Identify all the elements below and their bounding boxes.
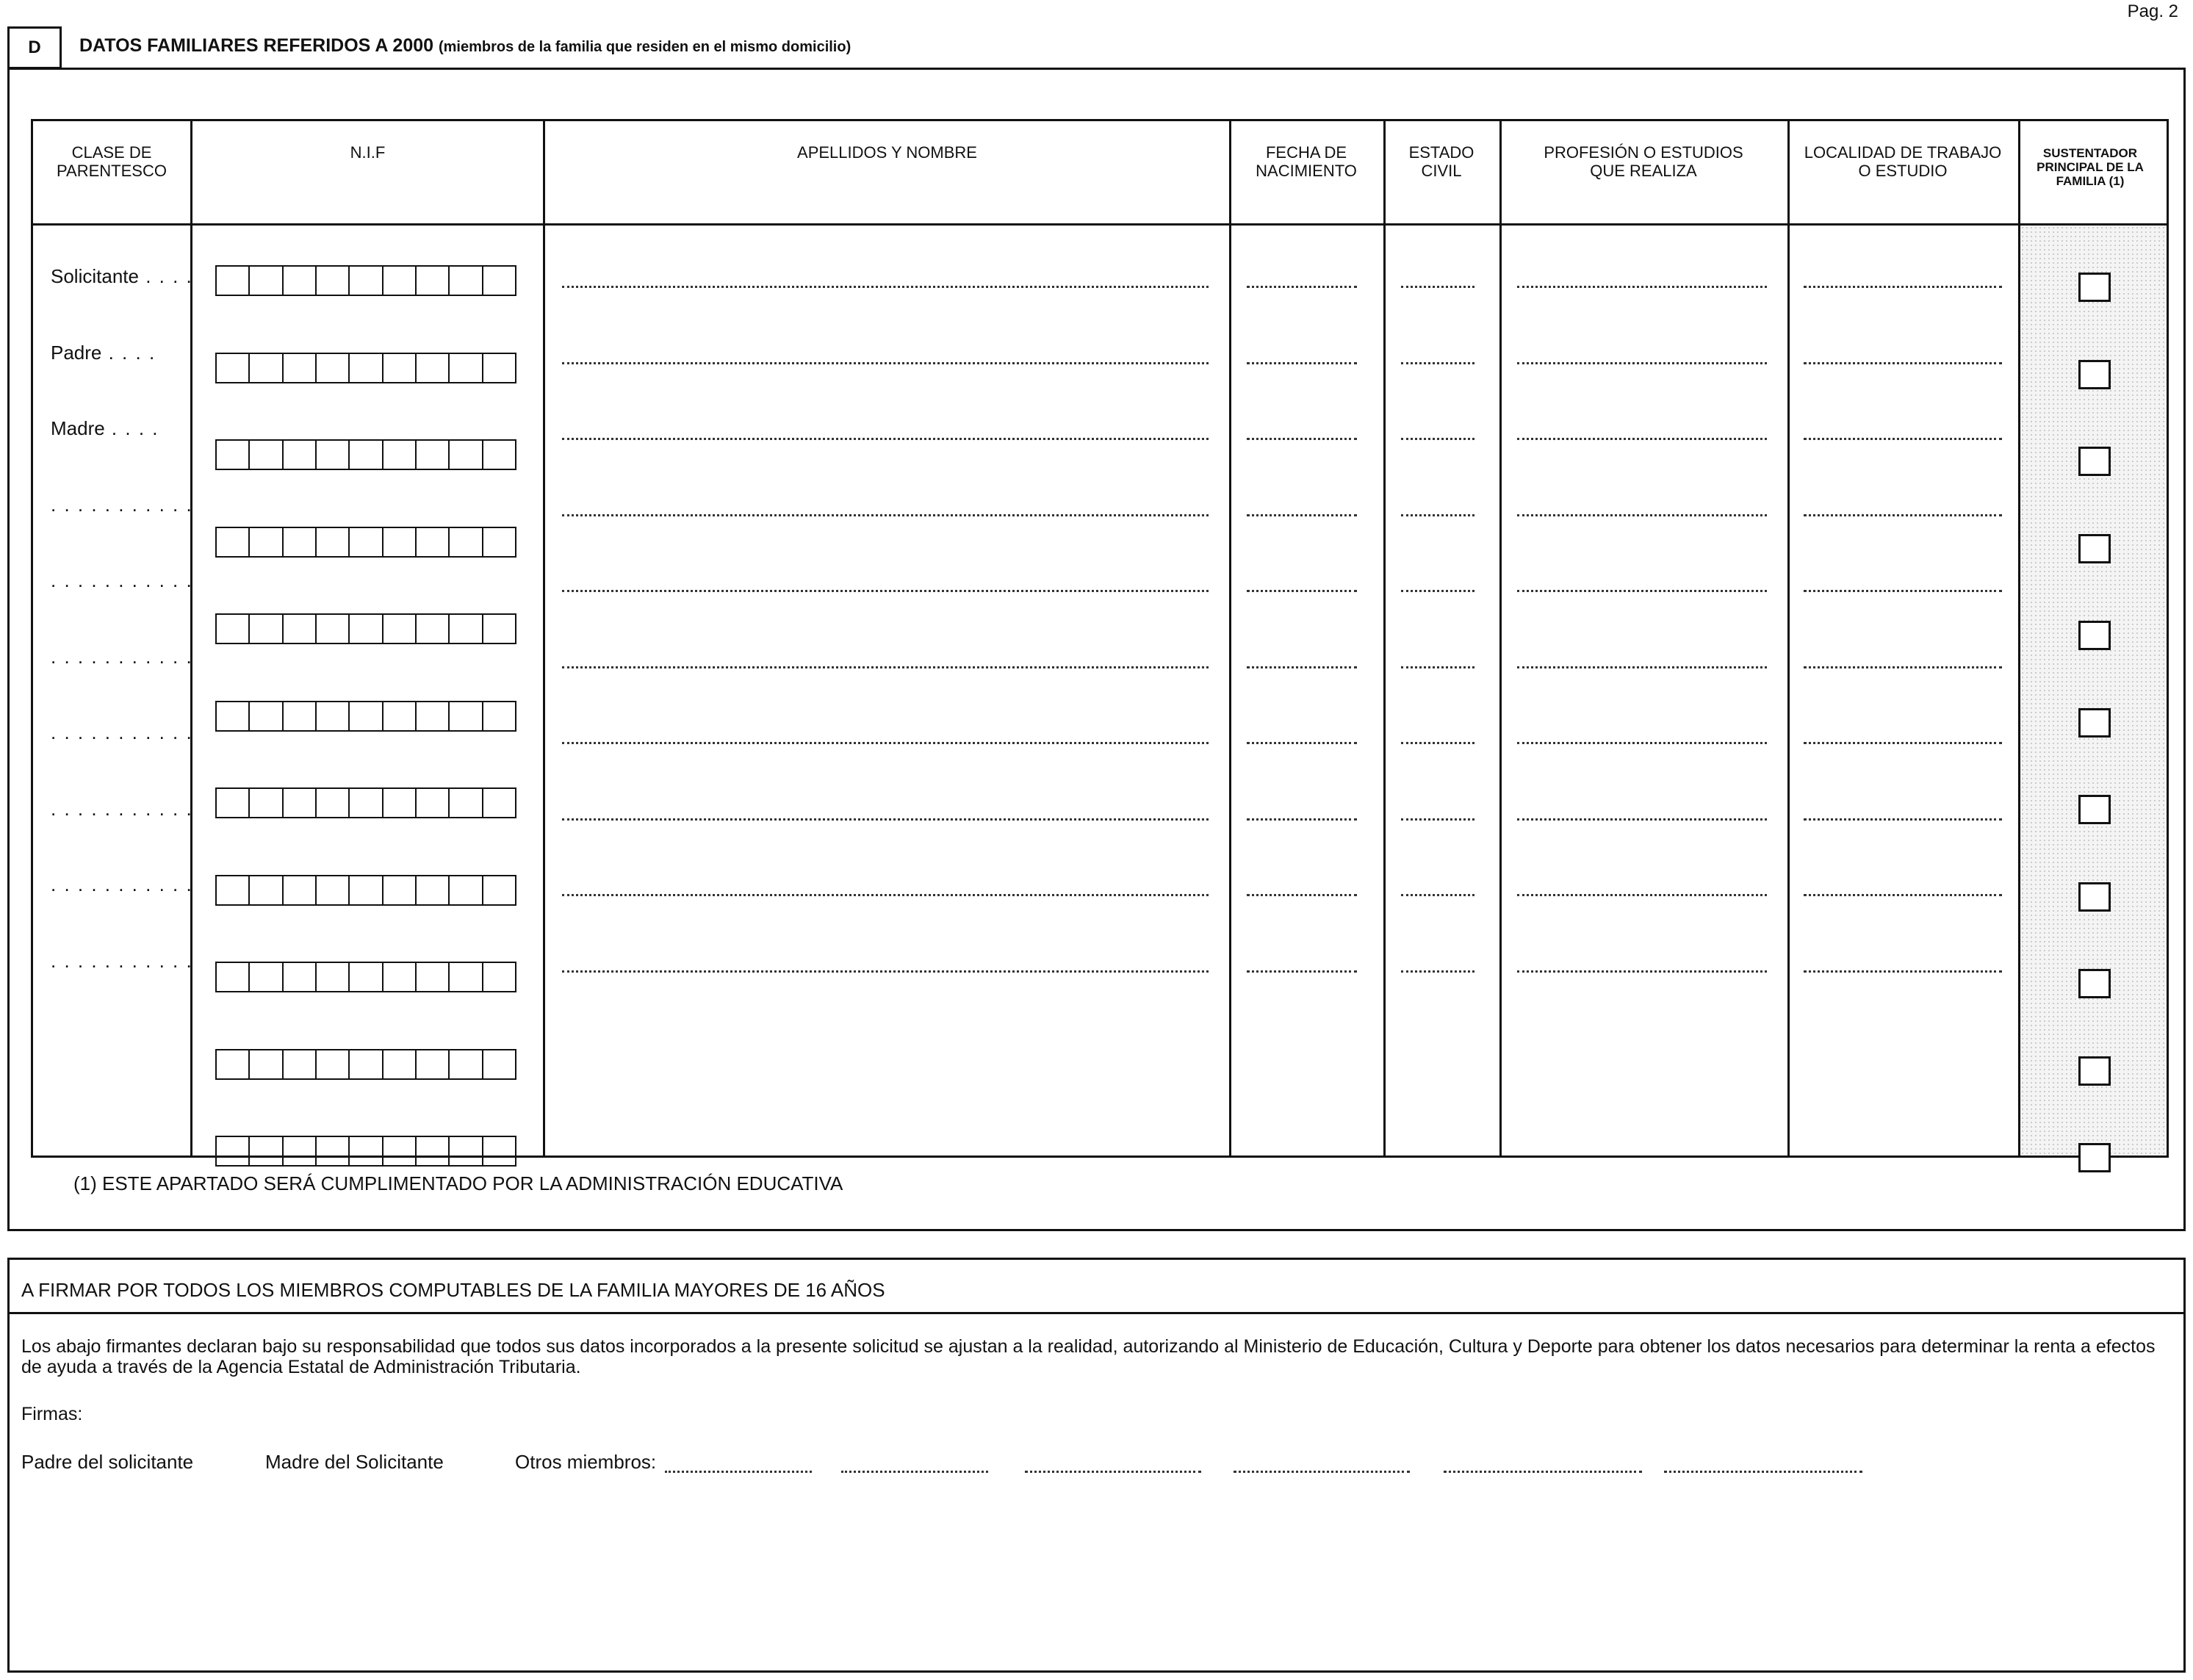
profesion-line[interactable] [1517,742,1767,744]
apellidos-nombre-line[interactable] [562,438,1209,440]
padre-signature-label: Padre del solicitante [21,1451,194,1473]
nif-digit-cell [383,615,417,643]
nif-input[interactable] [215,1049,516,1080]
localidad-line[interactable] [1804,666,2002,668]
profesion-line[interactable] [1517,286,1767,288]
nif-digit-cell [483,1137,515,1165]
nif-input[interactable] [215,613,516,644]
nif-digit-cell [250,615,283,643]
relation-label [51,798,193,821]
nif-digit-cell [450,789,483,817]
nif-digit-cell [217,702,250,730]
signature-line[interactable] [1664,1471,1862,1473]
localidad-line[interactable] [1804,362,2002,364]
relation-dots: . . . . . . . . . . . [51,569,193,591]
profesion-line[interactable] [1517,666,1767,668]
family-data-table [31,119,2169,1158]
nif-digit-cell [383,441,417,469]
fecha-nacimiento-line[interactable] [1247,666,1357,668]
nif-digit-cell [450,876,483,904]
nif-digit-cell [350,963,383,991]
relation-dots: . . . . [104,417,159,439]
estado-civil-line[interactable] [1401,286,1474,288]
section-title-main: DATOS FAMILIARES REFERIDOS A 2000 [79,35,434,56]
nif-digit-cell [417,354,450,382]
nif-digit-cell [217,1050,250,1078]
nif-digit-cell [450,1050,483,1078]
nif-digit-cell [217,615,250,643]
fecha-nacimiento-line[interactable] [1247,362,1357,364]
nif-digit-cell [350,267,383,295]
nif-digit-cell [350,1050,383,1078]
nif-digit-cell [217,876,250,904]
localidad-line[interactable] [1804,742,2002,744]
signature-section [7,1258,2186,1673]
relation-label [51,646,193,668]
estado-civil-line[interactable] [1401,894,1474,896]
relation-dots: . . . . . . . . . . . [51,797,193,820]
declaration-text: Los abajo firmantes declaran bajo su responsabilidad que todos sus datos incorporados a la presente solicitud se ajustan a la realidad, autorizando al Ministerio de Educación, Cultura y Deporte para obtener los datos necesarios para determinar la renta a efectos de ayuda a través de la Agencia Estatal de Administración Tributaria. [21,1336,2156,1377]
nif-input[interactable] [215,1136,516,1167]
profesion-line[interactable] [1517,362,1767,364]
nif-digit-cell [483,963,515,991]
relation-label [51,265,193,288]
estado-civil-line[interactable] [1401,818,1474,821]
column-divider [1229,121,1231,1156]
nif-digit-cell [450,702,483,730]
nif-digit-cell [417,441,450,469]
nif-digit-cell [483,267,515,295]
header-localidad: LOCALIDAD DE TRABAJO O ESTUDIO [1804,143,2002,180]
apellidos-nombre-line[interactable] [562,970,1209,973]
profesion-line[interactable] [1517,970,1767,973]
profesion-line[interactable] [1517,894,1767,896]
nif-digit-cell [383,702,417,730]
nif-digit-cell [284,963,317,991]
estado-civil-line[interactable] [1401,362,1474,364]
header-nif: N.I.F [350,143,386,162]
nif-input[interactable] [215,527,516,558]
relation-label [51,873,193,896]
relation-text: Madre [51,417,105,439]
nif-digit-cell [450,528,483,556]
apellidos-nombre-line[interactable] [562,286,1209,288]
relation-label [51,569,193,592]
apellidos-nombre-line[interactable] [562,590,1209,592]
estado-civil-line[interactable] [1401,514,1474,516]
relation-dots: . . . . . . . . . . . [51,493,193,516]
nif-digit-cell [350,528,383,556]
nif-digit-cell [450,1137,483,1165]
relation-label [51,494,193,516]
nif-digit-cell [217,354,250,382]
nif-digit-cell [483,876,515,904]
nif-digit-cell [383,876,417,904]
apellidos-nombre-line[interactable] [562,894,1209,896]
relation-label [51,950,193,973]
nif-digit-cell [350,441,383,469]
nif-input[interactable] [215,701,516,732]
nif-input[interactable] [215,353,516,383]
nif-digit-cell [284,528,317,556]
fecha-nacimiento-line[interactable] [1247,818,1357,821]
nif-digit-cell [383,354,417,382]
nif-input[interactable] [215,787,516,818]
localidad-line[interactable] [1804,818,2002,821]
nif-digit-cell [317,789,350,817]
estado-civil-line[interactable] [1401,742,1474,744]
nif-digit-cell [483,528,515,556]
nif-digit-cell [450,963,483,991]
apellidos-nombre-line[interactable] [562,818,1209,821]
nif-digit-cell [284,876,317,904]
header-clase-parentesco: CLASE DE PARENTESCO [57,143,167,180]
section-title-subtitle: (miembros de la familia que residen en el mismo domicilio) [438,39,851,55]
nif-digit-cell [250,1137,283,1165]
page-number: Pag. 2 [2127,1,2178,21]
header-estado-civil: ESTADO CIVIL [1408,143,1474,180]
relation-dots: . . . . . . . . . . . [51,645,193,668]
nif-digit-cell [317,1050,350,1078]
nif-digit-cell [350,615,383,643]
relation-dots: . . . . [101,341,156,364]
nif-digit-cell [317,702,350,730]
nif-digit-cell [317,876,350,904]
nif-input[interactable] [215,439,516,470]
profesion-line[interactable] [1517,514,1767,516]
sustentador-checkbox[interactable] [2078,360,2111,389]
nif-digit-cell [350,1137,383,1165]
profesion-line[interactable] [1517,590,1767,592]
nif-digit-cell [383,1050,417,1078]
fecha-nacimiento-line[interactable] [1247,590,1357,592]
nif-digit-cell [450,267,483,295]
nif-digit-cell [250,789,283,817]
relation-text: Solicitante [51,265,139,287]
nif-digit-cell [250,702,283,730]
nif-digit-cell [383,1137,417,1165]
nif-digit-cell [417,267,450,295]
fecha-nacimiento-line[interactable] [1247,742,1357,744]
footnote: (1) ESTE APARTADO SERÁ CUMPLIMENTADO POR LA ADMINISTRACIÓN EDUCATIVA [73,1172,843,1194]
relation-dots: . . . . [138,265,193,287]
column-divider [2018,121,2020,1156]
relation-dots: . . . . . . . . . . . [51,873,193,895]
apellidos-nombre-line[interactable] [562,666,1209,668]
column-divider [1787,121,1790,1156]
relation-label [51,342,156,364]
nif-digit-cell [450,441,483,469]
column-divider [543,121,545,1156]
estado-civil-line[interactable] [1401,666,1474,668]
header-fecha-nacimiento: FECHA DE NACIMIENTO [1256,143,1357,180]
sustentador-checkbox[interactable] [2078,534,2111,563]
apellidos-nombre-line[interactable] [562,362,1209,364]
section-title [79,35,851,57]
header-profesion-estudios: PROFESIÓN O ESTUDIOS QUE REALIZA [1544,143,1743,180]
nif-digit-cell [350,789,383,817]
nif-digit-cell [217,528,250,556]
nif-digit-cell [250,354,283,382]
nif-digit-cell [284,615,317,643]
signature-line[interactable] [1025,1471,1201,1473]
estado-civil-line[interactable] [1401,970,1474,973]
nif-digit-cell [417,1050,450,1078]
relation-label [51,721,193,744]
nif-digit-cell [483,702,515,730]
section-letter: D [7,26,62,69]
nif-digit-cell [250,963,283,991]
signature-line[interactable] [841,1471,988,1473]
nif-digit-cell [350,354,383,382]
relation-dots: . . . . . . . . . . . [51,721,193,743]
nif-digit-cell [284,267,317,295]
nif-digit-cell [317,963,350,991]
apellidos-nombre-line[interactable] [562,742,1209,744]
profesion-line[interactable] [1517,818,1767,821]
signature-line[interactable] [1234,1471,1410,1473]
fecha-nacimiento-line[interactable] [1247,286,1357,288]
firmas-label: Firmas: [21,1404,83,1424]
nif-digit-cell [317,615,350,643]
nif-digit-cell [250,267,283,295]
signature-line[interactable] [1444,1471,1642,1473]
header-divider [33,223,2167,226]
apellidos-nombre-line[interactable] [562,514,1209,516]
nif-digit-cell [317,354,350,382]
nif-digit-cell [284,789,317,817]
estado-civil-line[interactable] [1401,590,1474,592]
nif-digit-cell [250,876,283,904]
localidad-line[interactable] [1804,514,2002,516]
sustentador-checkbox[interactable] [2078,273,2111,302]
nif-digit-cell [284,1137,317,1165]
nif-digit-cell [350,876,383,904]
nif-digit-cell [383,963,417,991]
localidad-line[interactable] [1804,438,2002,440]
localidad-line[interactable] [1804,590,2002,592]
nif-digit-cell [417,528,450,556]
localidad-line[interactable] [1804,286,2002,288]
column-divider [1383,121,1386,1156]
nif-digit-cell [284,702,317,730]
sustentador-checkbox[interactable] [2078,447,2111,476]
sustentador-checkbox[interactable] [2078,708,2111,738]
relation-dots: . . . . . . . . . . . [51,949,193,972]
nif-digit-cell [284,1050,317,1078]
nif-digit-cell [417,702,450,730]
nif-input[interactable] [215,875,516,906]
relation-text: Padre [51,341,102,364]
otros-miembros-label: Otros miembros: [515,1451,657,1473]
nif-digit-cell [217,963,250,991]
fecha-nacimiento-line[interactable] [1247,970,1357,973]
column-divider [1499,121,1502,1156]
nif-digit-cell [284,441,317,469]
localidad-line[interactable] [1804,970,2002,973]
nif-input[interactable] [215,265,516,296]
nif-digit-cell [483,789,515,817]
nif-digit-cell [350,702,383,730]
nif-digit-cell [217,441,250,469]
nif-digit-cell [317,267,350,295]
sustentador-checkbox[interactable] [2078,882,2111,912]
nif-digit-cell [483,1050,515,1078]
nif-digit-cell [417,615,450,643]
sustentador-checkbox[interactable] [2078,795,2111,824]
nif-digit-cell [217,1137,250,1165]
signature-header: A FIRMAR POR TODOS LOS MIEMBROS COMPUTABLES DE LA FAMILIA MAYORES DE 16 AÑOS [10,1260,2183,1314]
profesion-line[interactable] [1517,438,1767,440]
sustentador-checkbox[interactable] [2078,1056,2111,1086]
relation-label [51,417,159,440]
nif-input[interactable] [215,962,516,992]
nif-digit-cell [317,1137,350,1165]
estado-civil-line[interactable] [1401,438,1474,440]
sustentador-checkbox[interactable] [2078,1143,2111,1172]
nif-digit-cell [383,789,417,817]
nif-digit-cell [483,441,515,469]
fecha-nacimiento-line[interactable] [1247,894,1357,896]
nif-digit-cell [417,1137,450,1165]
nif-digit-cell [317,528,350,556]
nif-digit-cell [250,1050,283,1078]
nif-digit-cell [417,876,450,904]
header-sustentador: SUSTENTADOR PRINCIPAL DE LA FAMILIA (1) [2037,146,2144,188]
nif-digit-cell [217,267,250,295]
localidad-line[interactable] [1804,894,2002,896]
nif-digit-cell [217,789,250,817]
madre-signature-label: Madre del Solicitante [265,1451,444,1473]
fecha-nacimiento-line[interactable] [1247,514,1357,516]
nif-digit-cell [250,441,283,469]
nif-digit-cell [417,789,450,817]
nif-digit-cell [417,963,450,991]
sustentador-checkbox[interactable] [2078,621,2111,650]
nif-digit-cell [383,267,417,295]
sustentador-checkbox[interactable] [2078,969,2111,998]
nif-digit-cell [450,354,483,382]
nif-digit-cell [483,615,515,643]
nif-digit-cell [483,354,515,382]
signature-line[interactable] [665,1471,812,1473]
nif-digit-cell [250,528,283,556]
nif-digit-cell [450,615,483,643]
nif-digit-cell [284,354,317,382]
fecha-nacimiento-line[interactable] [1247,438,1357,440]
nif-digit-cell [317,441,350,469]
nif-digit-cell [383,528,417,556]
header-apellidos-nombre: APELLIDOS Y NOMBRE [797,143,977,162]
